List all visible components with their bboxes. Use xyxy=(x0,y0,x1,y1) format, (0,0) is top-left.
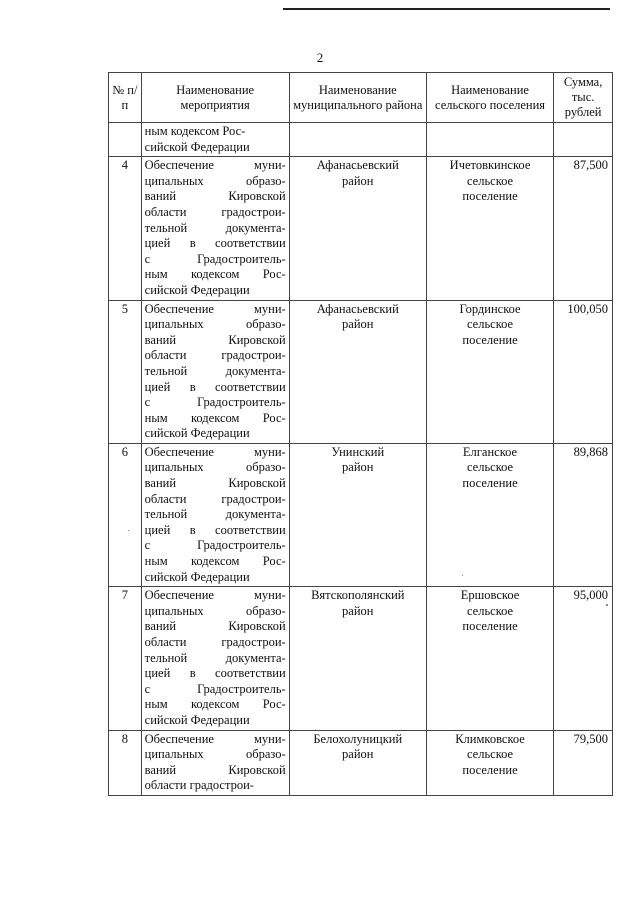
event-line: тельной документа- xyxy=(144,507,286,522)
scan-speck xyxy=(128,530,129,531)
district-line: Унинский xyxy=(331,444,385,459)
event-line: области градострои- xyxy=(144,348,286,363)
district-line: Афанасьевский xyxy=(316,301,399,316)
settlement-line: поселение xyxy=(462,189,518,204)
event-line: ваний Кировской xyxy=(144,189,286,204)
cell-sum: 87,500 xyxy=(554,157,613,300)
district-line: Вятскополянский xyxy=(311,588,405,603)
settlement-line: Климковское xyxy=(455,731,525,746)
event-line: ваний Кировской xyxy=(144,619,286,634)
event-line: сийской Федерации xyxy=(144,569,250,584)
district-line: Белохолуницкий xyxy=(313,731,403,746)
event-line: сийской Федерации xyxy=(144,712,250,727)
event-line: Обеспечение муни- xyxy=(144,731,286,746)
event-line: ципальных образо- xyxy=(144,173,286,188)
cell-settlement xyxy=(426,730,553,795)
event-line: ным кодексом Рос- xyxy=(144,410,286,425)
cell-sum: 89,868 xyxy=(554,443,613,586)
cell-district xyxy=(289,123,426,157)
scan-speck xyxy=(462,575,463,576)
event-line: с Градостроитель- xyxy=(144,681,286,696)
table-row xyxy=(109,157,613,300)
cell-num: 7 xyxy=(109,587,142,730)
cell-event xyxy=(141,730,289,795)
settlement-line: сельское xyxy=(466,603,514,618)
page-number: 2 xyxy=(316,50,324,65)
event-line: тельной документа- xyxy=(144,650,286,665)
top-rule xyxy=(283,8,610,10)
cell-event xyxy=(141,123,289,157)
event-line: ципальных образо- xyxy=(144,747,286,762)
table-row xyxy=(109,443,613,586)
event-line: Обеспечение муни- xyxy=(144,444,286,459)
event-line: ваний Кировской xyxy=(144,332,286,347)
district-line: район xyxy=(342,317,374,332)
settlement-line: Ершовское xyxy=(460,588,520,603)
header-event: Наименование мероприятия xyxy=(141,73,289,123)
settlement-line: поселение xyxy=(462,332,518,347)
event-line: тельной документа- xyxy=(144,220,286,235)
event-line: ципальных образо- xyxy=(144,460,286,475)
table-row-continuation xyxy=(109,123,613,157)
cell-district xyxy=(289,730,426,795)
event-line: цией в соответствии xyxy=(144,666,286,681)
cell-num: 4 xyxy=(109,157,142,300)
event-line: ным кодексом Рос- xyxy=(144,267,286,282)
settlement-line: сельское xyxy=(466,747,514,762)
cell-event xyxy=(141,157,289,300)
settlement-line: Гординское xyxy=(459,301,521,316)
table-row xyxy=(109,300,613,443)
cell-settlement xyxy=(426,443,553,586)
event-line: цией в соответствии xyxy=(144,379,286,394)
cell-event xyxy=(141,300,289,443)
event-line: ным кодексом Рос- xyxy=(144,124,246,138)
cell-district xyxy=(289,300,426,443)
district-line: район xyxy=(342,173,374,188)
cell-settlement xyxy=(426,123,553,157)
cell-num xyxy=(109,123,142,157)
cell-district xyxy=(289,587,426,730)
district-line: район xyxy=(342,603,374,618)
district-line: район xyxy=(342,460,374,475)
event-line: с Градостроитель- xyxy=(144,538,286,553)
cell-event xyxy=(141,443,289,586)
allocation-table xyxy=(108,72,613,796)
header-settlement: Наименование сельского поселения xyxy=(426,73,553,123)
event-line: тельной документа- xyxy=(144,363,286,378)
cell-sum: 79,500 xyxy=(554,730,613,795)
scan-speck xyxy=(606,604,608,606)
header-district: Наименование муниципального района xyxy=(289,73,426,123)
cell-event xyxy=(141,587,289,730)
settlement-line: сельское xyxy=(466,317,514,332)
settlement-line: сельское xyxy=(466,460,514,475)
event-line: цией в соответствии xyxy=(144,522,286,537)
header-sum: Сумма, тыс. рублей xyxy=(554,73,613,123)
cell-sum xyxy=(554,123,613,157)
settlement-line: поселение xyxy=(462,619,518,634)
settlement-line: Елганское xyxy=(462,444,518,459)
event-line: сийской Федерации xyxy=(144,426,250,441)
event-line: области градострои- xyxy=(144,635,286,649)
event-line: ным кодексом Рос- xyxy=(144,697,286,712)
table-body xyxy=(109,123,613,796)
settlement-line: поселение xyxy=(462,762,518,777)
event-line: с Градостроитель- xyxy=(144,395,286,410)
settlement-line: Ичетовкинское xyxy=(449,158,531,173)
table-row xyxy=(109,730,613,795)
cell-sum: 100,050 xyxy=(554,300,613,443)
cell-district xyxy=(289,443,426,586)
event-line: Обеспечение муни- xyxy=(144,588,286,603)
district-line: район xyxy=(342,747,374,762)
cell-settlement xyxy=(426,157,553,300)
event-line: сийской Федерации xyxy=(144,282,250,297)
cell-settlement xyxy=(426,300,553,443)
district-line: Афанасьевский xyxy=(316,158,399,173)
event-line: сийской Федерации xyxy=(144,139,250,154)
event-line: ваний Кировской xyxy=(144,476,286,491)
header-num: № п/п xyxy=(109,73,142,123)
event-line: ципальных образо- xyxy=(144,317,286,332)
cell-district xyxy=(289,157,426,300)
event-line: ным кодексом Рос- xyxy=(144,554,286,569)
table-header-row xyxy=(109,73,613,123)
settlement-line: поселение xyxy=(462,476,518,491)
settlement-line: сельское xyxy=(466,173,514,188)
cell-num: 8 xyxy=(109,730,142,795)
event-line: Обеспечение муни- xyxy=(144,301,286,316)
event-line: области градострои- xyxy=(144,204,286,219)
cell-settlement xyxy=(426,587,553,730)
cell-num: 5 xyxy=(109,300,142,443)
event-line: области градострои- xyxy=(144,491,286,506)
event-line: ципальных образо- xyxy=(144,603,286,618)
table-row xyxy=(109,587,613,730)
cell-sum: 95,000 xyxy=(554,587,613,730)
event-line: области градострои- xyxy=(144,778,254,793)
event-line: цией в соответствии xyxy=(144,236,286,251)
cell-num: 6 xyxy=(109,443,142,586)
event-line: с Градостроитель- xyxy=(144,251,286,266)
event-line: ваний Кировской xyxy=(144,762,286,777)
event-line: Обеспечение муни- xyxy=(144,158,286,173)
